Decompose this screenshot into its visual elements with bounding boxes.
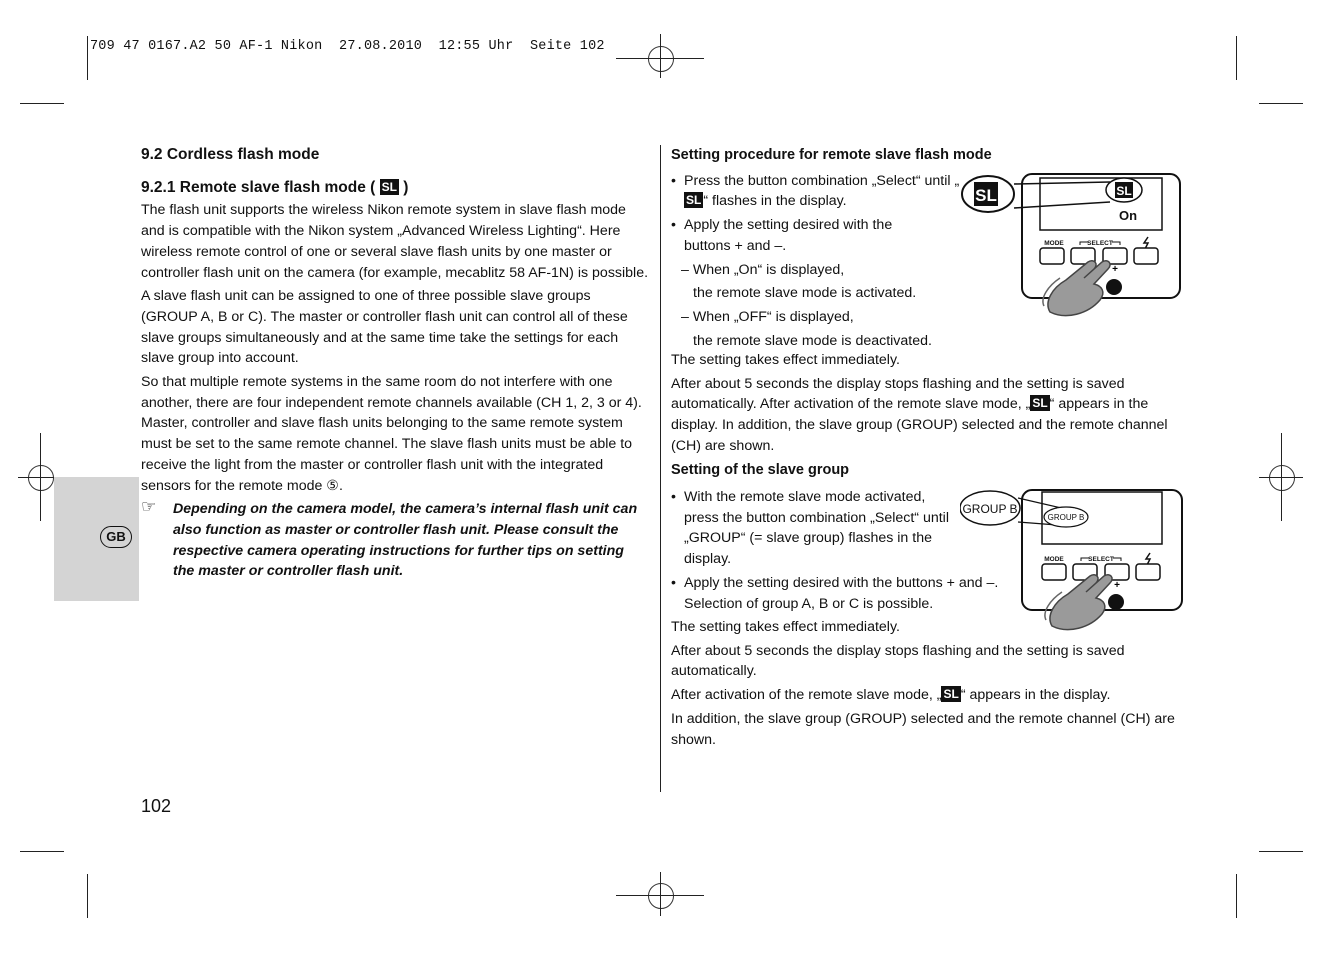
crop-mark: [87, 874, 88, 918]
registration-mark: [660, 34, 661, 78]
svg-text:+: +: [1114, 580, 1120, 591]
mode-label: MODE: [1044, 556, 1064, 563]
subsection-title: 9.2.1 Remote slave flash mode ( SL ): [141, 178, 409, 196]
registration-mark: [1269, 465, 1295, 491]
mode-label: MODE: [1044, 240, 1064, 247]
list-item: • Apply the setting desired with the buttons + and –. Selection of group A, B or C is possible.: [671, 573, 1024, 614]
crop-mark: [1236, 36, 1237, 80]
display-value: GROUP B: [1047, 513, 1085, 522]
select-label: SELECT: [1088, 556, 1114, 563]
language-badge: GB: [100, 526, 132, 548]
note-text: Depending on the camera model, the camera’s internal flash unit can also function as master or controller flash unit. Please consult the respective camera operating instructions for further tips on setting the master or controller flash unit.: [173, 501, 638, 580]
list-item: • Apply the setting desired with the buttons + and –.: [671, 215, 924, 256]
list-item: – When „OFF“ is displayed,: [681, 308, 854, 325]
slave-mode-icon: SL: [943, 687, 959, 702]
registration-mark: [660, 872, 661, 916]
registration-mark: [648, 883, 674, 909]
registration-mark: [1281, 433, 1282, 521]
display-value: On: [1118, 208, 1138, 223]
paragraph: So that multiple remote systems in the same room do not interfere with one another, there are four independent remote channels available (CH 1, 2, 3 or 4). Master, controller and slave flash units belonging to the same remote system must be set to the same remote channel. The slave flash units must be able to receive the light from the master or controller flash unit with the integrated sensors for the remote mode ⑤.: [141, 374, 642, 494]
flash-unit-diagram-group: [960, 486, 1185, 636]
registration-mark: [28, 465, 54, 491]
print-header: 709 47 0167.A2 50 AF-1 Nikon 27.08.2010 12:55 Uhr Seite 102: [90, 39, 605, 54]
registration-mark: [40, 433, 41, 521]
left-column: [141, 145, 649, 582]
paragraph: After about 5 seconds the display stops flashing and the setting is saved automatically.: [671, 642, 1125, 680]
list-item: the remote slave mode is deactivated.: [693, 332, 932, 349]
right-column-bottom: [671, 617, 1181, 753]
crop-mark: [20, 103, 64, 104]
mode-button: [1040, 248, 1064, 264]
flash-button: [1134, 248, 1158, 264]
paragraph: The setting takes effect immediately.: [671, 619, 900, 635]
mode-button: [1042, 564, 1066, 580]
slave-mode-icon: SL: [1032, 396, 1048, 411]
pointing-hand-icon: ☞: [141, 497, 157, 518]
crop-mark: [1259, 851, 1303, 852]
select-label: SELECT: [1087, 240, 1113, 247]
slave-mode-icon: SL: [686, 193, 702, 208]
registration-mark: [648, 46, 674, 72]
crop-mark: [20, 851, 64, 852]
flash-unit-diagram-slave: [960, 170, 1185, 320]
paragraph: A slave flash unit can be assigned to one of three possible slave groups (GROUP A, B or C). The master or controller flash unit can control all of these slave groups simultaneously and at the same time take the settings for each slave group into account.: [141, 288, 628, 367]
slave-mode-icon: SL: [381, 179, 397, 194]
paragraph: The setting takes effect immediately.: [671, 352, 900, 368]
procedure-title: Setting procedure for remote slave flash mode: [671, 147, 992, 163]
right-column-top: [671, 145, 992, 354]
crop-mark: [87, 36, 88, 80]
callout-label: GROUP B: [962, 502, 1018, 516]
list-item: the remote slave mode is activated.: [693, 285, 917, 302]
list-item: • Press the button combination „Select“ until „SL “ flashes in the display.: [671, 171, 961, 212]
section-title: 9.2 Cordless flash mode: [141, 146, 320, 163]
note: [141, 499, 649, 582]
paragraph: After about 5 seconds the display stops flashing and the setting is saved automatically. After activation of the remote slave mode, „ SL “ appears in the display. In addition, the slave group (GROUP) selected and the remote channel (CH) are shown.: [671, 375, 1168, 454]
group-title: Setting of the slave group: [671, 461, 850, 478]
page-number: 102: [141, 796, 172, 816]
svg-text:SL: SL: [1116, 184, 1132, 198]
list-item: – When „On“ is displayed,: [681, 261, 845, 278]
paragraph: After activation of the remote slave mode, „ SL “ appears in the display.: [671, 687, 1111, 704]
right-column-middle: [671, 350, 1181, 483]
svg-text:+: +: [1112, 264, 1118, 275]
column-divider: [660, 145, 661, 792]
paragraph: The flash unit supports the wireless Nikon remote system in slave flash mode and is compatible with the Nikon system „Advanced Wireless Lighting“. Here wireless remote control of one or several slave flash units by one master or controller flash unit on the camera (for example, mecablitz 58 AF-1N) is possible.: [141, 202, 649, 281]
crop-mark: [1259, 103, 1303, 104]
paragraph: In addition, the slave group (GROUP) selected and the remote channel (CH) are shown.: [671, 710, 1175, 748]
crop-mark: [1236, 874, 1237, 918]
flash-button: [1136, 564, 1160, 580]
list-item: • With the remote slave mode activated, press the button combination „Select“ until „GROUP“ (= slave group) flashes in the display.: [671, 487, 961, 570]
callout-label: SL: [975, 186, 997, 205]
